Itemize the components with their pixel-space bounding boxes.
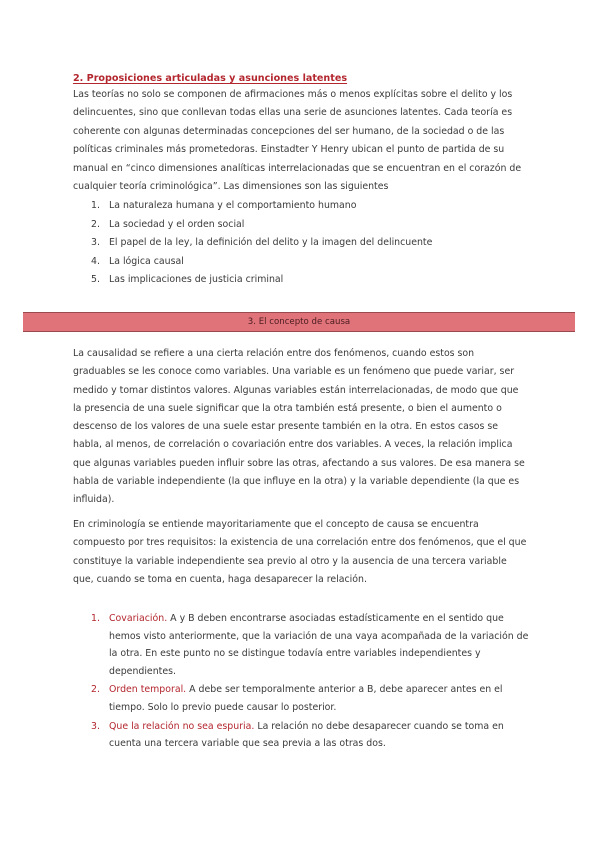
item-description: A y B deben encontrarse asociadas estadísticamente en el sentido que hemos visto anteriormente, que la variación de una vaya acompañada de la variación de la otra. En este punto no se distingue todavía entre variables independientes y dependientes.: [109, 613, 529, 677]
item-text: La lógica causal: [109, 255, 184, 267]
item-text: La naturaleza humana y el comportamiento humano: [109, 200, 357, 211]
list-item: [91, 271, 531, 290]
item-number: 3.: [91, 237, 100, 249]
item-term: Covariación.: [109, 613, 168, 624]
item-number: 1.: [91, 200, 100, 211]
item-term: Que la relación no sea espuria.: [109, 720, 255, 732]
criminology-paragraph: En criminología se entiende mayoritariamente que el concepto de causa se encuentra compuesto por tres requisitos: la existencia de una correlación entre dos fenómenos, que el que constituye la variable independiente sea previo al otro y la ausencia de una tercera variable que, cuando se toma en cuenta, haga desaparecer la relación.: [73, 519, 527, 585]
item-text: Las implicaciones de justicia criminal: [109, 274, 284, 286]
dimensions-list: [91, 197, 531, 290]
item-description: A debe ser temporalmente anterior a B, debe aparecer antes en el tiempo. Solo lo previo puede causar lo posterior.: [109, 684, 503, 713]
item-text: [109, 718, 531, 753]
section-title-band: 3. El concepto de causa: [23, 312, 575, 332]
list-item: [91, 610, 531, 680]
item-text: [109, 610, 531, 680]
item-number: 4.: [91, 255, 100, 267]
causality-paragraph: La causalidad se refiere a una cierta relación entre dos fenómenos, cuando estos son graduables se les conoce como variables. Una variable es un fenómeno que puede variar, ser medido y tomar distintos valores. Algunas variables están interrelacionadas, de modo que que la presencia de una suele significar que la otra también está presente, o bien el aumento o descenso de los valores de una suele estar presente también en la otra. En estos casos se habla, al menos, de correlación o covariación entre dos variables. A veces, la relación implica que algunas variables pueden influir sobre las otras, afectando a sus valores. De esa manera se habla de variable independiente (la que influye en la otra) y la variable dependiente (la que es influida).: [73, 348, 525, 506]
list-item: [91, 197, 531, 216]
item-term: Orden temporal.: [109, 684, 187, 696]
item-description: La relación no debe desaparecer cuando se toma en cuenta una tercera variable que sea previa a las otras dos.: [109, 720, 504, 750]
section-heading: 2. Proposiciones articuladas y asunciones latentes: [73, 73, 348, 84]
item-number: 1.: [91, 613, 100, 624]
intro-paragraph: Las teorías no solo se componen de afirmaciones más o menos explícitas sobre el delito y los delincuentes, sino que conllevan todas ellas una serie de asunciones latentes. Cada teoría es coherente con algunas determinadas concepciones del ser humano, de la sociedad o de las políticas criminales más prometedoras. Einstadter Y Henry ubican el punto de partida de su manual en “cinco dimensiones analíticas interrelacionadas que se encuentran en el corazón de cualquier teoría criminológica”. Las dimensiones son las siguientes: [73, 89, 522, 193]
item-number: 3.: [91, 720, 100, 732]
item-text: El papel de la ley, la definición del delito y la imagen del delincuente: [109, 237, 433, 249]
item-number: 5.: [91, 274, 100, 286]
list-item: [91, 253, 531, 272]
list-item: [91, 681, 531, 716]
item-text: La sociedad y el orden social: [109, 218, 245, 230]
list-item: [91, 216, 531, 235]
list-item: [91, 718, 531, 753]
list-item: [91, 234, 531, 253]
requirements-list: [91, 610, 531, 754]
item-number: 2.: [91, 218, 100, 230]
item-number: 2.: [91, 684, 100, 696]
item-text: [109, 681, 531, 716]
